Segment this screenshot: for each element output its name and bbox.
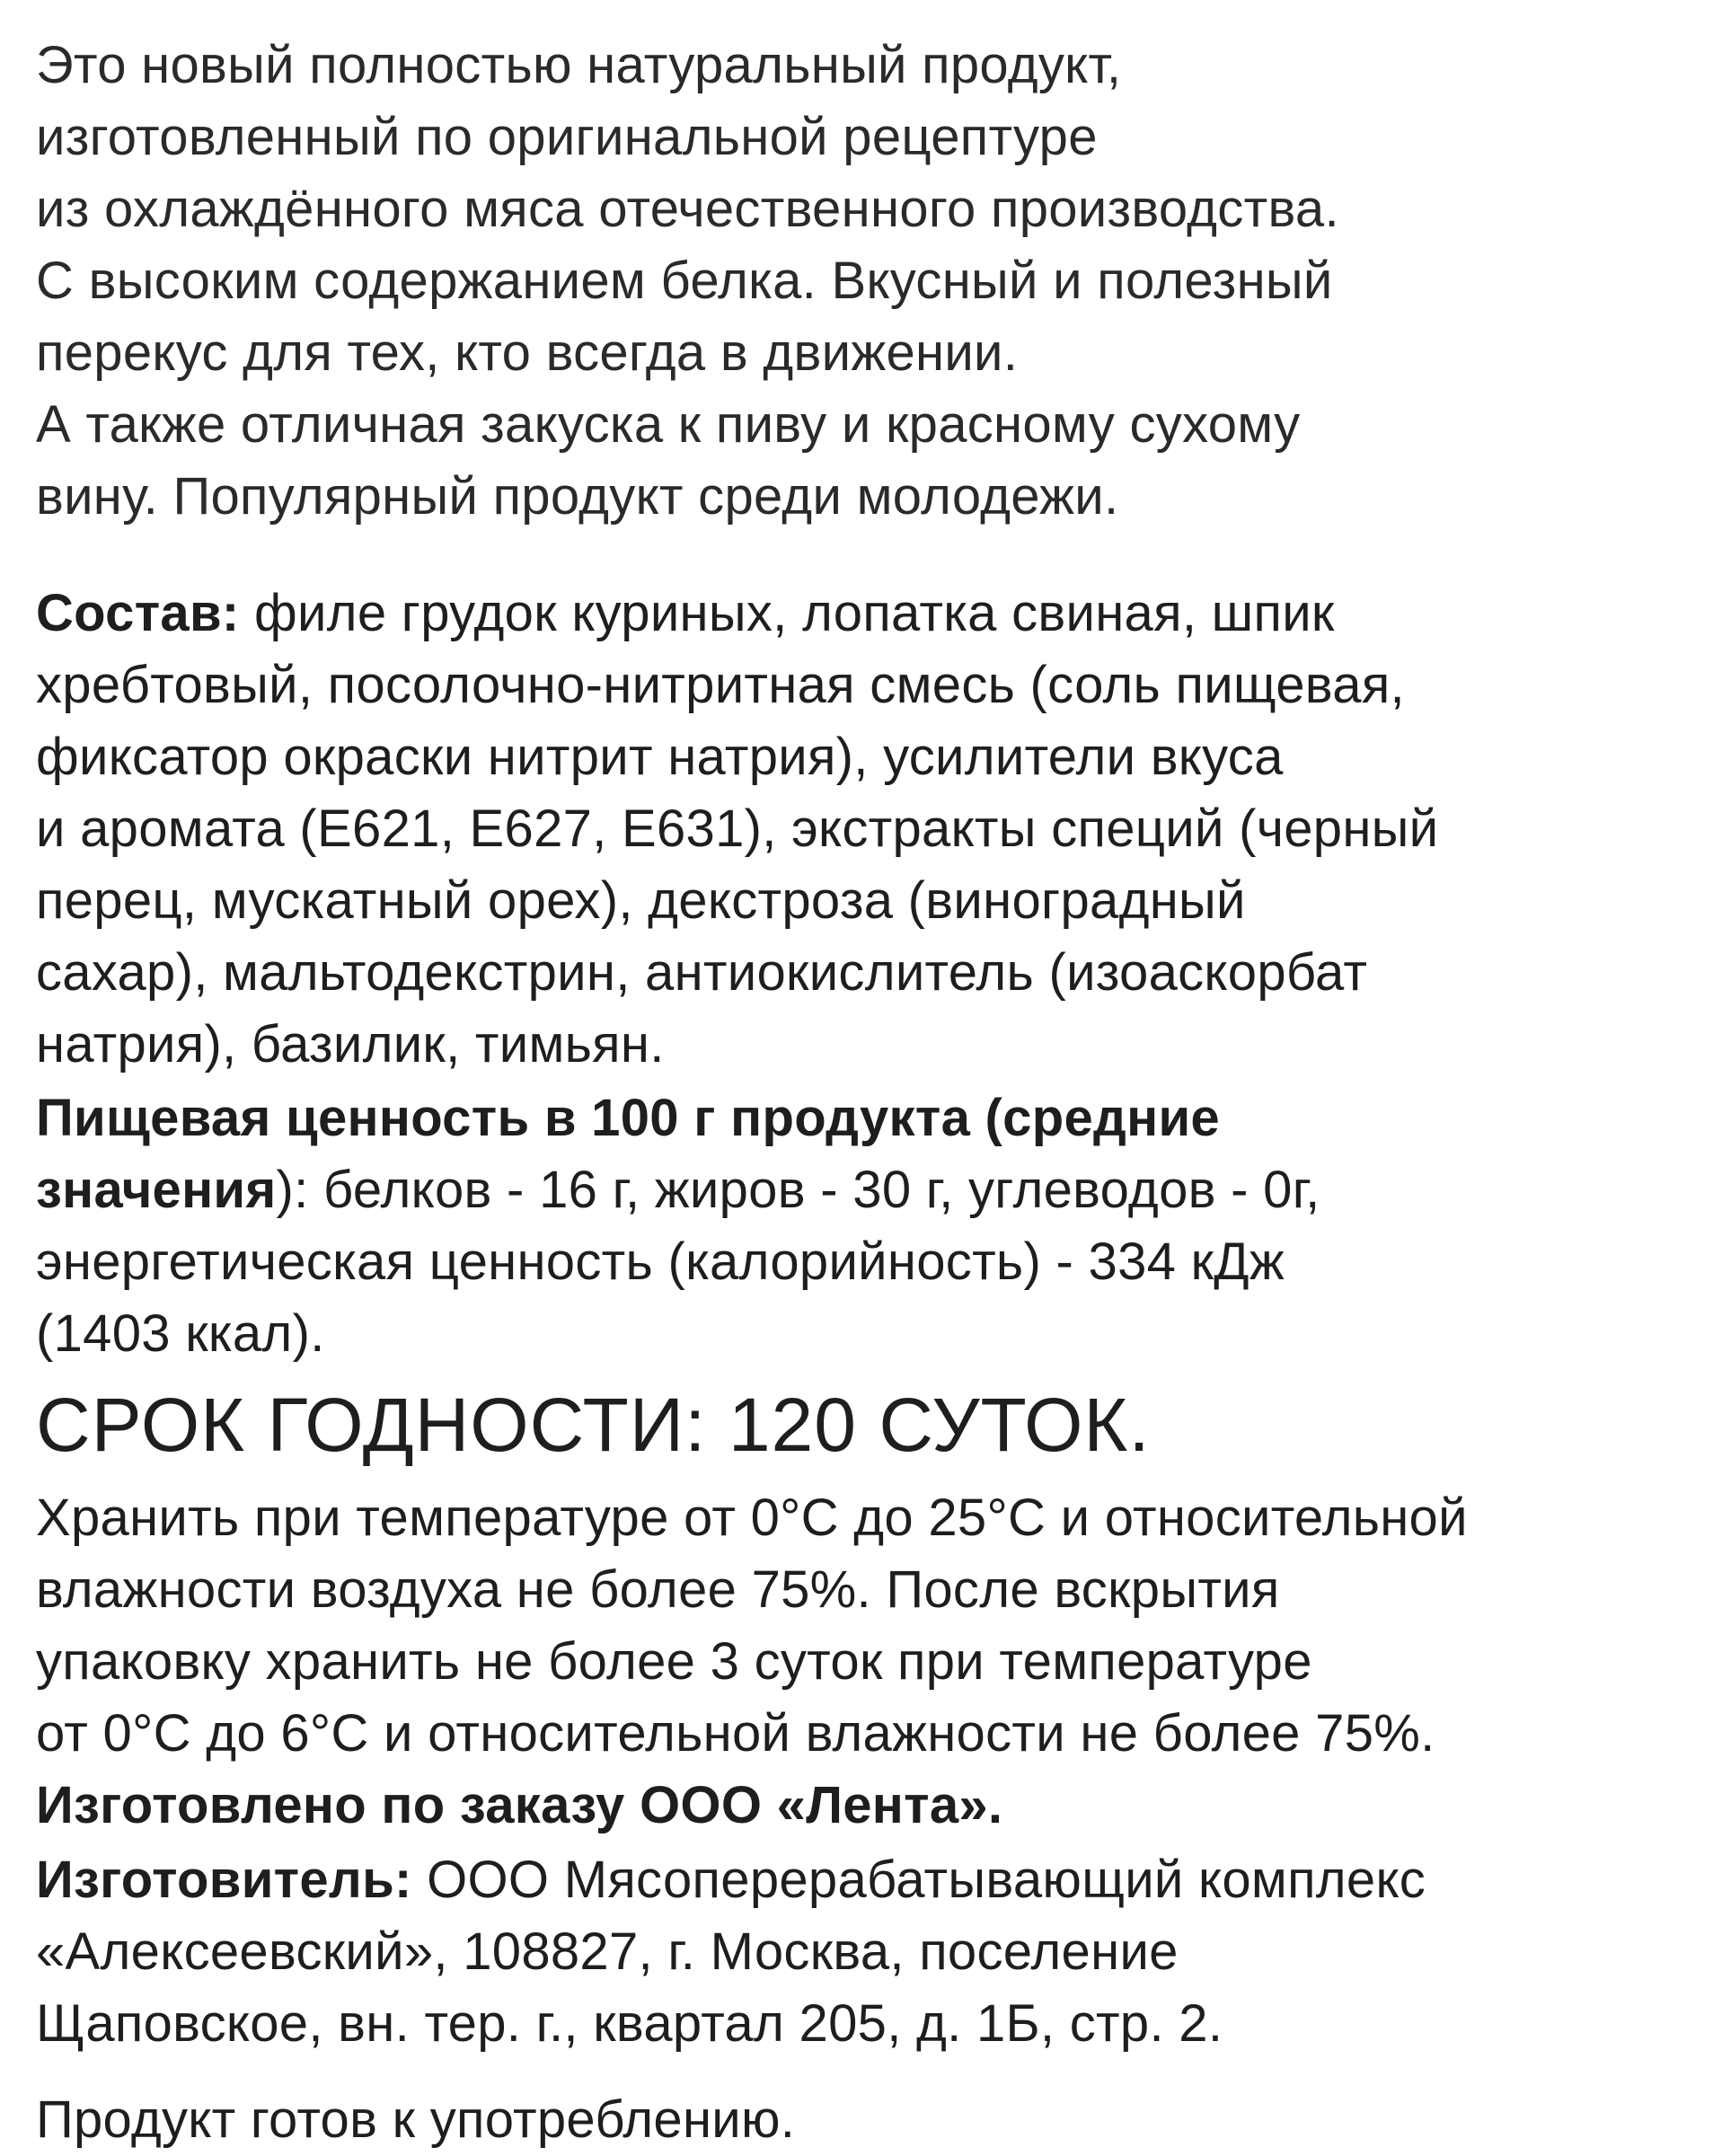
composition-label: Состав: <box>36 584 240 642</box>
description-line-2: изготовленный по оригинальной рецептуре <box>36 108 1098 166</box>
description-line-6: А также отличная закуска к пиву и красному сухому <box>36 395 1301 454</box>
description-line-1: Это новый полностью натуральный продукт, <box>36 36 1122 94</box>
composition-line-3: фиксатор окраски нитрит натрия), усилители вкуса <box>36 728 1284 786</box>
composition-line-5: перец, мускатный орех), декстроза (виноградный <box>36 871 1246 930</box>
shelf-life-title: СРОК ГОДНОСТИ: 120 СУТОК. <box>36 1383 1151 1467</box>
manufacturer-label: Изготовитель: <box>36 1851 412 1909</box>
manufacturer-name: ООО Мясоперерабатывающий комплекс <box>411 1851 1426 1909</box>
ordered-by: Изготовлено по заказу ООО «Лента». <box>36 1776 1003 1834</box>
nutrition-heading-line-2: значения <box>36 1161 277 1219</box>
nutrition-energy: энергетическая ценность (калорийность) - 334 кДж <box>36 1233 1285 1291</box>
composition-line-7: натрия), базилик, тимьян. <box>36 1015 665 1074</box>
storage-line-3: упаковку хранить не более 3 суток при температуре <box>36 1632 1312 1691</box>
nutrition-kcal: (1403 ккал). <box>36 1304 325 1363</box>
description-line-3: из охлаждённого мяса отечественного производства. <box>36 180 1339 238</box>
nutrition-heading-line-1: Пищевая ценность в 100 г продукта (средние <box>36 1089 1220 1147</box>
storage-line-1: Хранить при температуре от 0°С до 25°С и относительной <box>36 1489 1468 1547</box>
ready-to-eat: Продукт готов к употреблению. <box>36 2090 796 2149</box>
composition-line-4: и аромата (Е621, Е627, Е631), экстракты специй (черный <box>36 800 1439 858</box>
manufacturer-line-1 <box>36 1849 1426 1912</box>
nutrition-values: ): белков - 16 г, жиров - 30 г, углеводов - 0г, <box>276 1161 1320 1219</box>
nutrition-line-2 <box>36 1159 1320 1222</box>
storage-line-2: влажности воздуха не более 75%. После вскрытия <box>36 1560 1280 1619</box>
composition-line-2: хребтовый, посолочно-нитритная смесь (соль пищевая, <box>36 656 1405 714</box>
manufacturer-line-2: «Алексеевский», 108827, г. Москва, поселение <box>36 1922 1179 1981</box>
composition-line-1 <box>36 582 1335 645</box>
composition-line-6: сахар), мальтодекстрин, антиокислитель (изоаскорбат <box>36 943 1368 1002</box>
storage-line-4: от 0°С до 6°С и относительной влажности не более 75%. <box>36 1704 1435 1763</box>
manufacturer-line-3: Щаповское, вн. тер. г., квартал 205, д. 1Б, стр. 2. <box>36 1994 1223 2053</box>
description-line-5: перекус для тех, кто всегда в движении. <box>36 323 1019 382</box>
description-line-4: С высоким содержанием белка. Вкусный и полезный <box>36 252 1333 310</box>
composition-text-1: филе грудок куриных, лопатка свиная, шпик <box>239 584 1335 642</box>
description-line-7: вину. Популярный продукт среди молодежи. <box>36 467 1119 526</box>
